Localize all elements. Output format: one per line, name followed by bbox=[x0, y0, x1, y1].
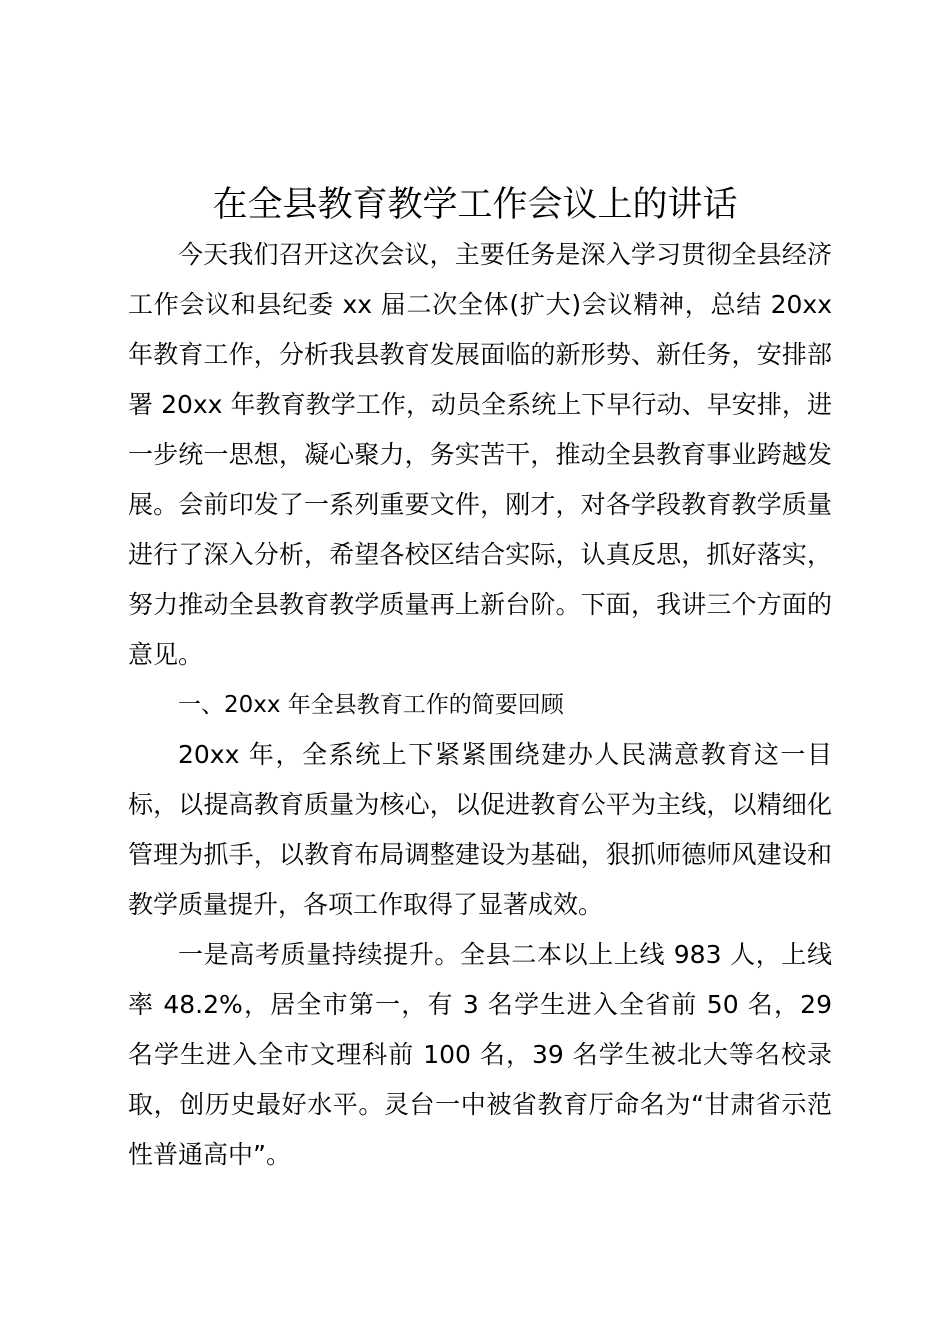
section-heading: 一、20xx 年全县教育工作的简要回顾 bbox=[178, 692, 564, 718]
document-title: 在全县教育教学工作会议上的讲话 bbox=[212, 185, 738, 225]
section-paragraph: 20xx 年，全系统上下紧紧围绕建办人民满意教育这一目标，以提高教育质量为核心，以促进教育公平为主线，以精细化管理为抓手，以教育布局调整建设为基础，狠抓师德师风建设和教学质量提升，各项工作取得了显著成效。 bbox=[128, 740, 832, 919]
document-body bbox=[128, 230, 832, 1180]
section-paragraph: 一是高考质量持续提升。全县二本以上上线 983 人，上线率 48.2%，居全市第一，有 3 名学生进入全省前 50 名，29 名学生进入全市文理科前 100 名，39 名学生被北大等名校录取，创历史最好水平。灵台一中被省教育厅命名为“甘肃省示范性普通高中”。 bbox=[128, 940, 832, 1169]
intro-paragraph: 今天我们召开这次会议，主要任务是深入学习贯彻全县经济工作会议和县纪委 xx 届二次全体(扩大)会议精神，总结 20xx 年教育工作，分析我县教育发展面临的新形势、新任务，安排部署 20xx 年教育教学工作，动员全系统上下早行动、早安排，进一步统一思想，凝心聚力，务实苦干，推动全县教育事业跨越发展。会前印发了一系列重要文件，刚才，对各学段教育教学质量进行了深入分析，希望各校区结合实际，认真反思，抓好落实，努力推动全县教育教学质量再上新台阶。下面，我讲三个方面的意见。 bbox=[128, 240, 832, 669]
